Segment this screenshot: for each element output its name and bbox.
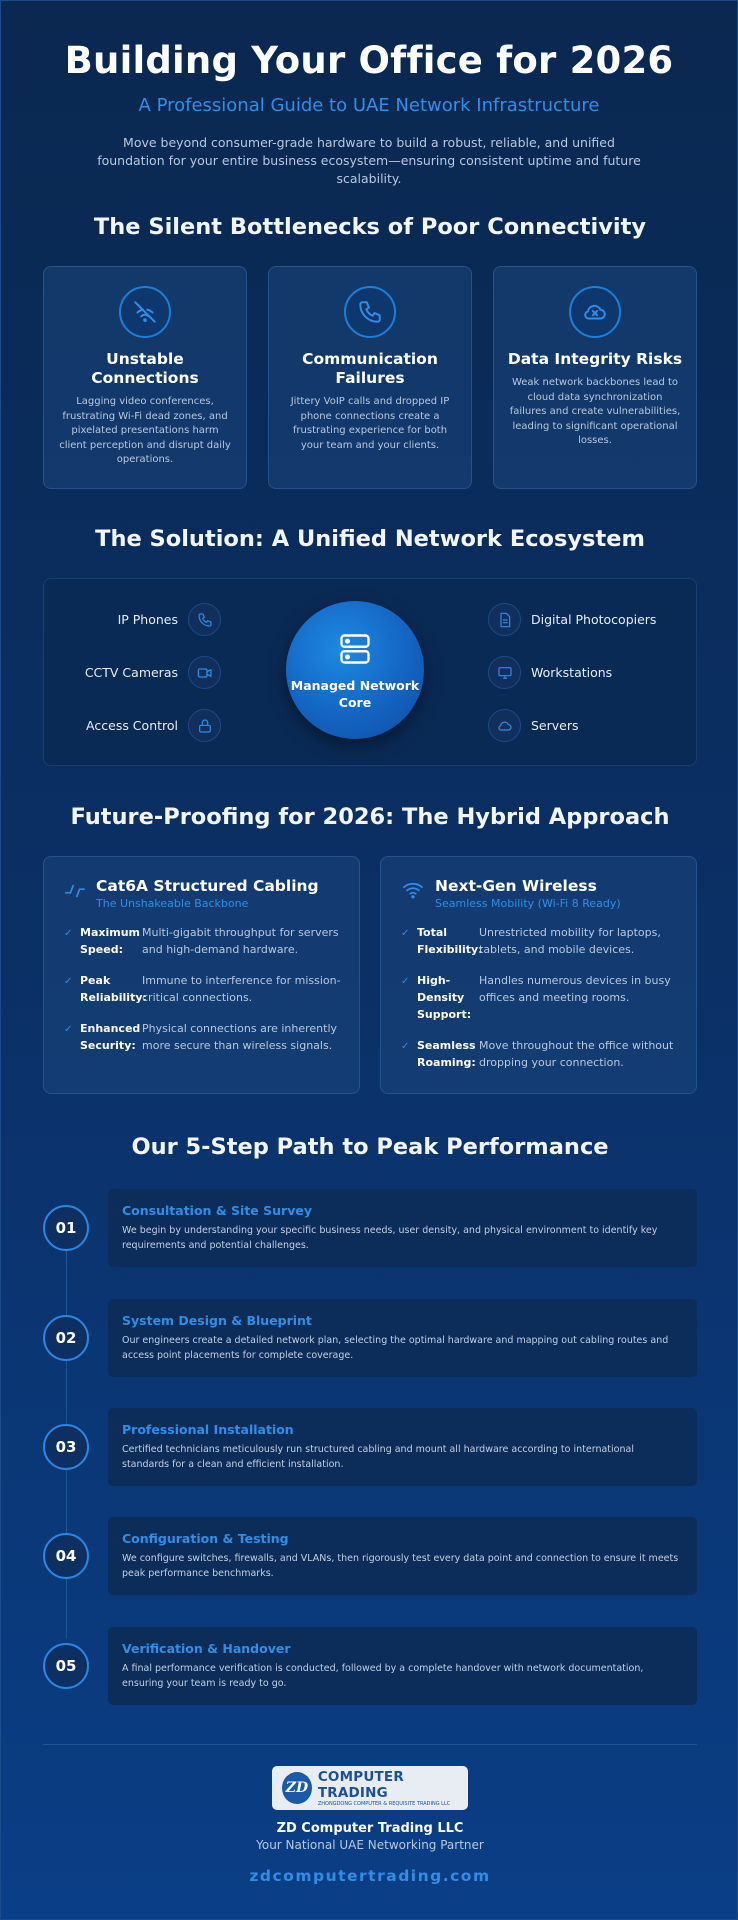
company-logo xyxy=(272,1766,468,1810)
feature-text: Unrestricted mobility for laptops, tablets, and mobile devices. xyxy=(479,926,661,956)
intro-text: Move beyond consumer-grade hardware to build a robust, reliable, and unified foundation for your entire business ecosystem—ensuring consistent uptime and future scalability. xyxy=(97,135,641,186)
feature-title: Total Flexibility: xyxy=(417,926,483,956)
footer-divider xyxy=(43,1744,697,1745)
step-number: 02 xyxy=(43,1315,89,1361)
page-subtitle: A Professional Guide to UAE Network Infrastructure xyxy=(138,95,600,116)
website-link[interactable]: zdcomputertrading.com xyxy=(249,1867,491,1885)
step-item xyxy=(43,1299,697,1379)
feature-item xyxy=(401,924,682,958)
eco-item-cctv xyxy=(85,656,221,689)
company-name: ZD Computer Trading LLC xyxy=(276,1821,464,1836)
hybrid-card-tag: The Unshakeable Backbone xyxy=(96,897,249,910)
eco-label: Digital Photocopiers xyxy=(531,612,657,627)
lock-icon xyxy=(188,709,221,742)
ecosystem-title: The Solution: A Unified Network Ecosystem xyxy=(95,526,645,552)
bottleneck-title: Data Integrity Risks xyxy=(507,350,683,368)
check-icon: ✓ xyxy=(401,976,410,987)
feature-item xyxy=(401,1037,682,1071)
eco-item-servers xyxy=(488,709,579,742)
step-item xyxy=(43,1189,697,1269)
hero-section xyxy=(1,1,737,188)
bottleneck-card-unstable xyxy=(43,266,247,489)
feature-item xyxy=(64,924,345,958)
logo-mark: ZD xyxy=(282,1772,312,1804)
cable-icon xyxy=(64,877,86,906)
document-icon xyxy=(488,603,521,636)
eco-label: IP Phones xyxy=(117,612,178,627)
check-icon: ✓ xyxy=(64,976,73,987)
feature-title: Peak Reliability: xyxy=(80,974,147,1004)
bottleneck-text: Jittery VoIP calls and dropped IP phone connections create a frustrating experience for both your team and your clients. xyxy=(290,396,450,451)
bottleneck-card-data-risk xyxy=(493,266,697,489)
step-box xyxy=(108,1517,697,1595)
video-camera-icon xyxy=(188,656,221,689)
bottleneck-card-communication xyxy=(268,266,472,489)
feature-title: Maximum Speed: xyxy=(80,926,140,956)
step-title: Verification & Handover xyxy=(122,1641,291,1656)
hybrid-card-tag: Seamless Mobility (Wi-Fi 8 Ready) xyxy=(435,897,621,910)
bottleneck-title: Unstable Connections xyxy=(91,350,199,387)
check-icon: ✓ xyxy=(64,1024,73,1035)
step-text: A final performance verification is conducted, followed by a complete handover with network documentation, ensuring your team is ready to go. xyxy=(122,1663,644,1689)
hybrid-card-wireless xyxy=(380,856,697,1094)
step-title: Professional Installation xyxy=(122,1422,294,1437)
step-number: 05 xyxy=(43,1643,89,1689)
step-text: We begin by understanding your specific business needs, user density, and physical environment to identify key requirements and potential challenges. xyxy=(122,1225,658,1251)
core-label: Managed Network Core xyxy=(290,678,420,710)
cloud-error-icon xyxy=(569,286,621,338)
hybrid-card-cabling xyxy=(43,856,360,1094)
step-box xyxy=(108,1627,697,1705)
ecosystem-panel xyxy=(43,578,697,766)
phone-icon xyxy=(188,603,221,636)
feature-text: Immune to interference for mission-critical connections. xyxy=(142,974,341,1004)
step-title: Consultation & Site Survey xyxy=(122,1203,312,1218)
feature-text: Handles numerous devices in busy offices and meeting rooms. xyxy=(479,974,671,1004)
feature-text: Physical connections are inherently more secure than wireless signals. xyxy=(142,1022,338,1052)
step-text: Certified technicians meticulously run structured cabling and mount all hardware according to international standards for a clean and efficient installation. xyxy=(122,1444,634,1470)
logo-name: COMPUTER TRADING xyxy=(317,1769,404,1801)
feature-text: Multi-gigabit throughput for servers and high-demand hardware. xyxy=(142,926,339,956)
eco-label: CCTV Cameras xyxy=(84,665,178,680)
bottlenecks-title: The Silent Bottlenecks of Poor Connectivity xyxy=(93,214,647,240)
step-title: System Design & Blueprint xyxy=(122,1313,312,1328)
eco-item-access-control xyxy=(86,709,221,742)
bottlenecks-cards xyxy=(43,266,697,489)
step-text: We configure switches, firewalls, and VLANs, then rigorously test every data point and connection to ensure it meets peak performance benchmarks. xyxy=(122,1553,679,1579)
eco-label: Workstations xyxy=(531,665,613,680)
steps-title: Our 5-Step Path to Peak Performance xyxy=(131,1134,609,1160)
feature-title: Seamless Roaming: xyxy=(417,1039,476,1069)
eco-item-workstations xyxy=(488,656,612,689)
step-box xyxy=(108,1299,697,1377)
step-number: 01 xyxy=(43,1205,89,1251)
logo-small-text: ZHONGDONG COMPUTER & REQUISITE TRADING LLC xyxy=(317,1801,451,1807)
wifi-icon xyxy=(401,877,425,905)
check-icon: ✓ xyxy=(401,928,410,939)
eco-label: Servers xyxy=(531,718,579,733)
hybrid-cards xyxy=(43,856,697,1094)
bottleneck-text: Lagging video conferences, frustrating Wi-Fi dead zones, and pixelated presentations harm client perception and disrupt daily operations. xyxy=(59,396,231,465)
step-number: 04 xyxy=(43,1533,89,1579)
step-text: Our engineers create a detailed network plan, selecting the optimal hardware and mapping out cabling routes and access point placements for complete coverage. xyxy=(122,1335,669,1361)
feature-item xyxy=(64,972,345,1006)
hybrid-card-title: Cat6A Structured Cabling xyxy=(96,877,319,895)
check-icon: ✓ xyxy=(401,1041,410,1052)
hybrid-card-title: Next-Gen Wireless xyxy=(435,877,597,895)
step-box xyxy=(108,1189,697,1267)
server-icon xyxy=(286,631,424,671)
bottleneck-title: Communication Failures xyxy=(302,350,438,387)
step-item xyxy=(43,1517,697,1597)
step-number: 03 xyxy=(43,1424,89,1470)
network-core xyxy=(286,601,424,739)
feature-item xyxy=(64,1020,345,1054)
step-item xyxy=(43,1408,697,1488)
cloud-icon xyxy=(488,709,521,742)
step-box xyxy=(108,1408,697,1486)
eco-item-photocopiers xyxy=(488,603,656,636)
feature-title: High-Density Support: xyxy=(417,974,472,1021)
company-tagline: Your National UAE Networking Partner xyxy=(256,1838,484,1852)
phone-icon xyxy=(344,286,396,338)
check-icon: ✓ xyxy=(64,928,73,939)
feature-title: Enhanced Security: xyxy=(80,1022,141,1052)
feature-text: Move throughout the office without dropping your connection. xyxy=(479,1039,674,1069)
page-title: Building Your Office for 2026 xyxy=(64,39,674,82)
hybrid-title: Future-Proofing for 2026: The Hybrid Approach xyxy=(70,804,670,830)
eco-label: Access Control xyxy=(86,718,178,733)
feature-item xyxy=(401,972,682,1023)
bottleneck-text: Weak network backbones lead to cloud data synchronization failures and create vulnerabilities, leading to significant operational losses. xyxy=(509,377,681,446)
eco-item-ip-phones xyxy=(118,603,221,636)
step-item xyxy=(43,1627,697,1707)
wifi-off-icon xyxy=(119,286,171,338)
step-title: Configuration & Testing xyxy=(122,1531,289,1546)
monitor-icon xyxy=(488,656,521,689)
